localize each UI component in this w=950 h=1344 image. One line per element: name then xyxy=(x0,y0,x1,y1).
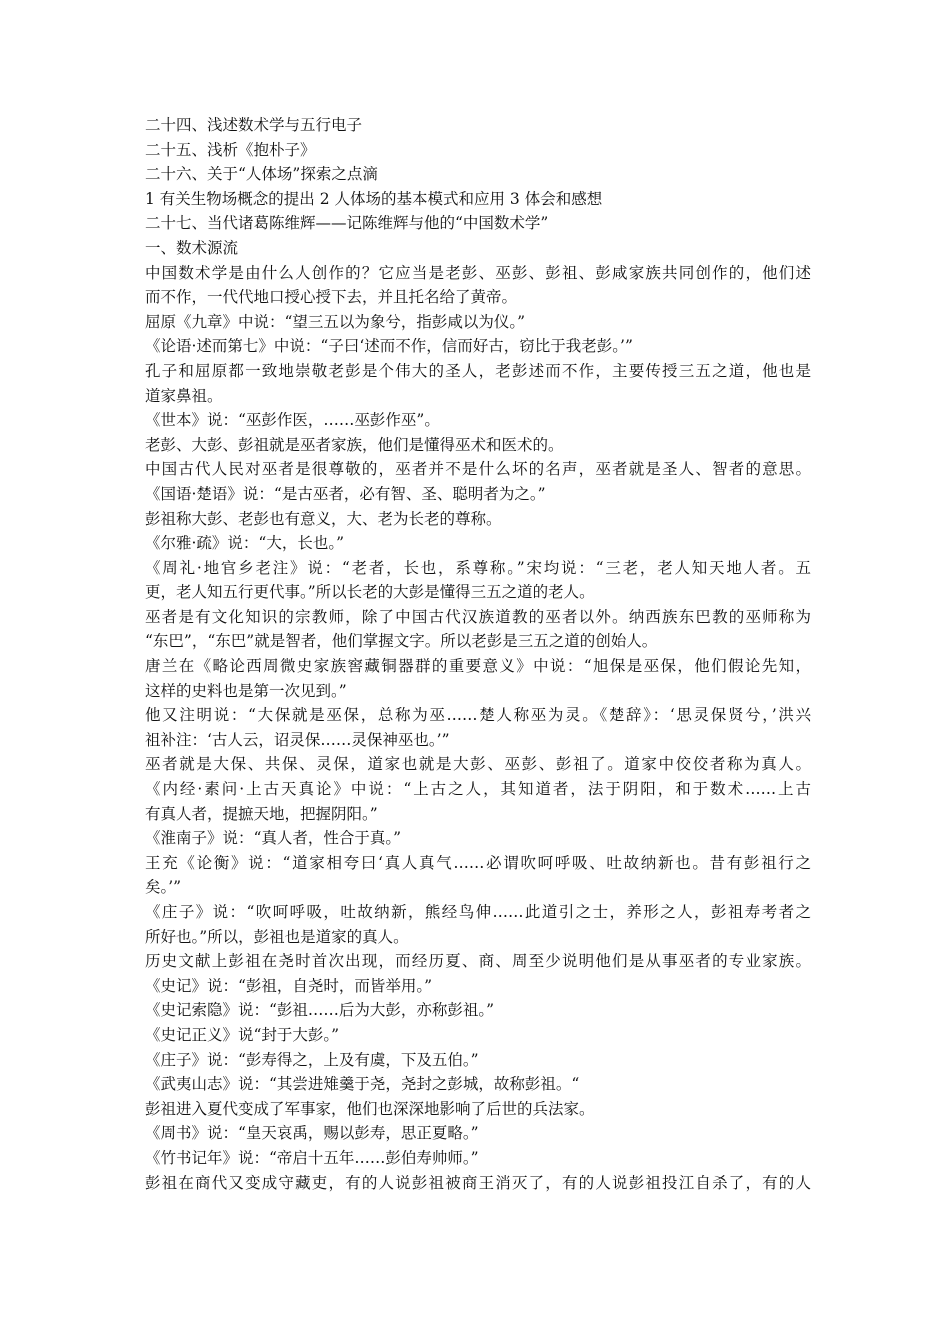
text-line: 《史记》说：“彭祖，自尧时，而皆举用。” xyxy=(145,976,433,995)
text-line: 有真人者，提摭天地，把握阴阳。” xyxy=(145,804,378,823)
text-line: 一、数术源流 xyxy=(145,238,239,257)
text-line: 二十七、当代诸葛陈维辉——记陈维辉与他的“中国数术学” xyxy=(145,214,549,233)
text-line: 彭祖进入夏代变成了军事家，他们也深深地影响了后世的兵法家。 xyxy=(145,1099,595,1118)
text-line: 巫者是有文化知识的宗教师，除了中国古代汉族道教的巫者以外。纳西族东巴教的巫师称为 xyxy=(145,607,811,626)
text-line: 道家鼻祖。 xyxy=(145,386,223,405)
document-page xyxy=(145,113,811,1195)
text-line: 二十五、浅析《抱朴子》 xyxy=(145,140,316,159)
text-line: 王充《论衡》说：“道家相夸曰‘真人真气……必谓吹呵呼吸、吐故纳新也。昔有彭祖行之 xyxy=(145,853,811,872)
text-line: 唐兰在《略论西周微史家族窖藏铜器群的重要意义》中说：“旭保是巫保，他们假论先知， xyxy=(145,657,811,676)
text-line: 屈原《九章》中说：“望三五以为象兮，指彭咸以为仪。” xyxy=(145,312,526,331)
text-line: 所好也。”所以，彭祖也是道家的真人。 xyxy=(145,927,409,946)
text-line: 《史记索隐》说：“彭祖……后为大彭，亦称彭祖。” xyxy=(145,1001,495,1020)
text-line: 《庄子》说：“彭寿得之，上及有虞，下及五伯。” xyxy=(145,1050,479,1069)
text-line: “东巴”，“东巴”就是智者，他们掌握文字。所以老彭是三五之道的创始人。 xyxy=(145,632,658,651)
text-line: 《淮南子》说：“真人者，性合于真。” xyxy=(145,829,402,848)
text-line: 这样的史料也是第一次见到。” xyxy=(145,681,347,700)
text-line: 二十六、关于“人体场”探索之点滴 xyxy=(145,165,378,184)
text-line: 《庄子》说：“吹呵呼吸，吐故纳新，熊经鸟伸……此道引之士，养形之人，彭祖寿考者之 xyxy=(145,903,811,921)
text-line: 《论语·述而第七》中说：“子曰‘述而不作，信而好古，窃比于我老彭。’” xyxy=(145,337,633,356)
text-line: 中国数术学是由什么人创作的？它应当是老彭、巫彭、彭祖、彭咸家族共同创作的，他们述 xyxy=(145,263,811,282)
text-line: 《史记正义》说“封于大彭。” xyxy=(145,1025,340,1044)
text-line: 《竹书记年》说：“帝启十五年……彭伯寿帅师。” xyxy=(145,1148,479,1167)
text-line: 老彭、大彭、彭祖就是巫者家族，他们是懂得巫术和医术的。 xyxy=(145,435,564,454)
text-line: 《尔雅·疏》说：“大，长也。” xyxy=(145,534,345,553)
text-line: 他又注明说：“大保就是巫保，总称为巫……楚人称巫为灵。《楚辞》：‘思灵保贤兮，’洪兴 xyxy=(145,706,811,725)
text-line: 而不作，一代代地口授心授下去，并且托名给了黄帝。 xyxy=(145,288,518,307)
text-line: 历史文献上彭祖在尧时首次出现，而经历夏、商、周至少说明他们是从事巫者的专业家族。 xyxy=(145,952,811,971)
text-line: 《周书》说：“皇天哀禹，赐以彭寿，思正夏略。” xyxy=(145,1124,479,1143)
text-line: 《国语·楚语》说：“是古巫者，必有智、圣、聪明者为之。” xyxy=(145,484,546,503)
text-line: 《武夷山志》说：“其尝进雉羹于尧，尧封之彭城，故称彭祖。“ xyxy=(145,1075,580,1094)
text-line: 《周礼·地官乡老注》说：“老者，长也，系尊称。”宋均说：“三老，老人知天地人者。五 xyxy=(145,558,811,577)
text-line: 二十四、浅述数术学与五行电子 xyxy=(145,116,363,134)
text-line: 彭祖在商代又变成守藏吏，有的人说彭祖被商王消灭了，有的人说彭祖投江自杀了，有的人 xyxy=(145,1173,811,1192)
text-line: 《内经·素问·上古天真论》中说：“上古之人，其知道者，法于阴阳，和于数术……上古 xyxy=(145,780,811,799)
text-line: 中国古代人民对巫者是很尊敬的，巫者并不是什么坏的名声，巫者就是圣人、智者的意思。 xyxy=(145,460,811,479)
text-line: 更，老人知五行更代事。”所以长老的大彭是懂得三五之道的老人。 xyxy=(145,583,595,602)
text-line: 祖补注：‘古人云，诏灵保……灵保神巫也。’” xyxy=(145,730,450,749)
text-line: 1 有关生物场概念的提出 2 人体场的基本模式和应用 3 体会和感想 xyxy=(145,189,603,208)
text-line: 彭祖称大彭、老彭也有意义，大、老为长老的尊称。 xyxy=(145,509,502,528)
text-line: 矣。’” xyxy=(145,878,182,897)
text-line: 孔子和屈原都一致地崇敬老彭是个伟大的圣人，老彭述而不作，主要传授三五之道，他也是 xyxy=(145,361,811,380)
text-line: 《世本》说：“巫彭作医，……巫彭作巫”。 xyxy=(145,411,440,430)
text-line: 巫者就是大保、共保、灵保，道家也就是大彭、巫彭、彭祖了。道家中佼佼者称为真人。 xyxy=(145,755,811,774)
